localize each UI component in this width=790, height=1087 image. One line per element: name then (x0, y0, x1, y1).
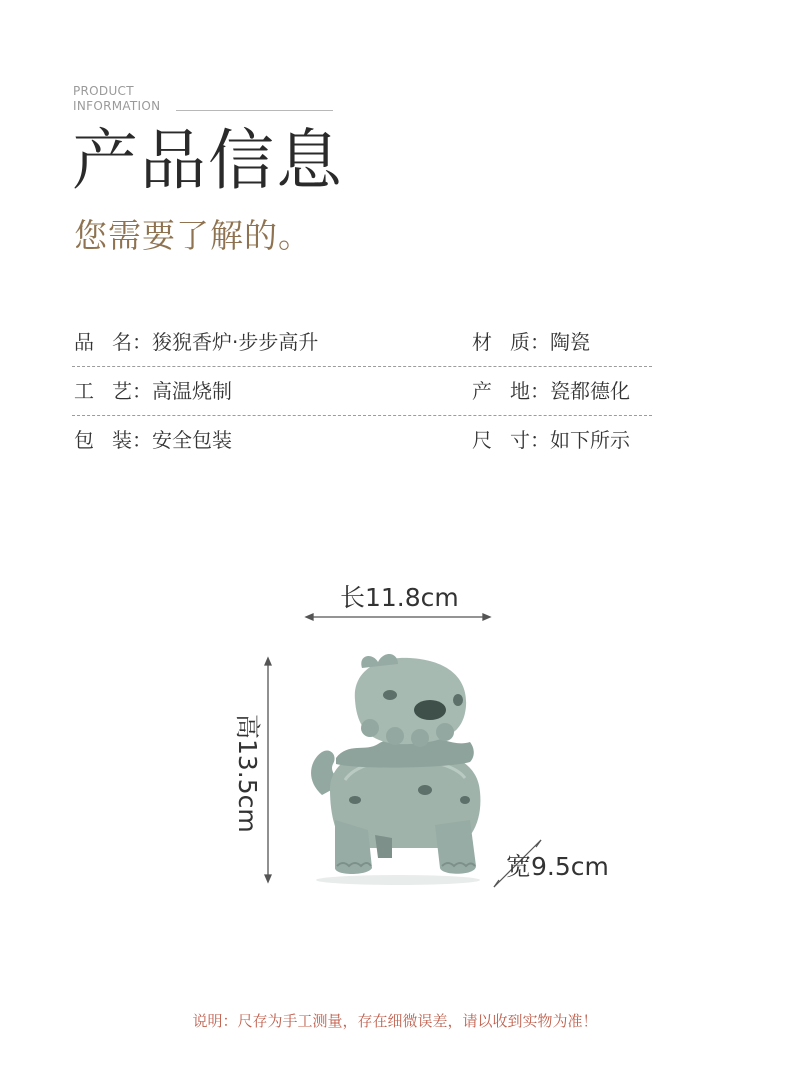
spec-key: 工 艺 (74, 379, 132, 403)
spec-key: 品 名 (74, 330, 132, 354)
eyebrow-line-2: INFORMATION (73, 99, 161, 113)
spec-sep: ： (132, 428, 152, 452)
eyebrow-line-1: PRODUCT (73, 84, 134, 98)
spec-sep: ： (530, 330, 550, 354)
spec-key: 尺 寸 (472, 428, 530, 452)
spec-sep: ： (530, 428, 550, 452)
spec-sep: ： (530, 379, 550, 403)
page-subtitle: 您需要了解的。 (74, 216, 312, 255)
spec-value: 安全包装 (152, 428, 232, 452)
spec-value: 如下所示 (550, 428, 630, 452)
spec-value: 高温烧制 (152, 379, 232, 403)
length-arrow (306, 614, 490, 620)
height-label: 高13.5cm (233, 714, 262, 833)
spec-value: 瓷都德化 (550, 379, 630, 403)
height-arrow (265, 658, 271, 882)
spec-sep: ： (132, 379, 152, 403)
measurement-note: 说明：尺存为手工测量，存在细微误差，请以收到实物为准！ (192, 1012, 598, 1030)
spec-sep: ： (132, 330, 152, 354)
spec-key: 材 质 (472, 330, 530, 354)
spec-value: 狻猊香炉·步步高升 (152, 330, 319, 354)
length-label: 长11.8cm (340, 583, 459, 612)
spec-key: 包 装 (74, 428, 132, 452)
width-label: 宽9.5cm (506, 852, 609, 881)
censer-figure (311, 654, 480, 885)
spec-value: 陶瓷 (550, 330, 590, 354)
page-title: 产品信息 (72, 122, 344, 199)
spec-key: 产 地 (472, 379, 530, 403)
